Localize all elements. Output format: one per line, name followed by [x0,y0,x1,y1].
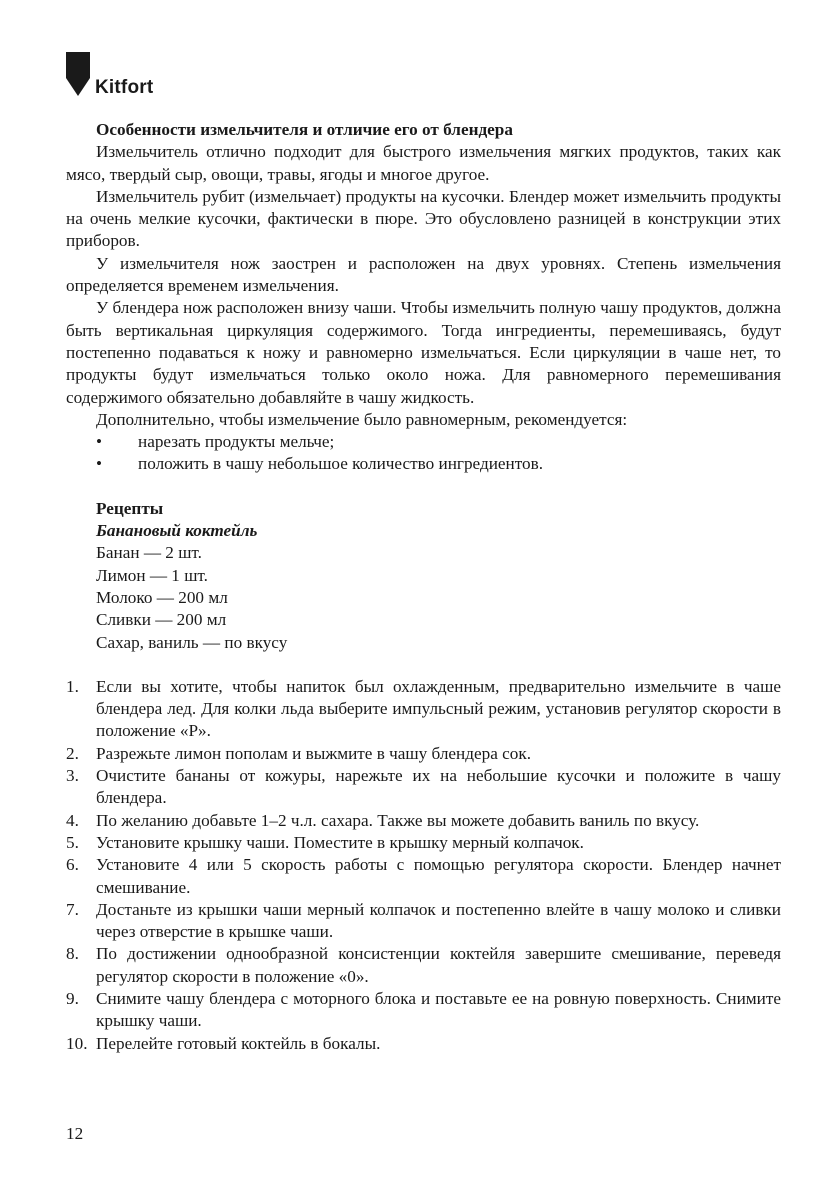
steps-list [66,676,781,1055]
bullet-item [66,453,781,475]
ingredient: Сливки — 200 мл [96,610,227,630]
step-text: Очистите бананы от кожуры, нарежьте их на небольшие кусочки и положите в чашу блендера. [96,766,781,808]
step-text: По достижении однообразной консистенции коктейля завершите смешивание, переведя регулятор скорости в положение «0». [96,944,781,986]
ingredient: Банан — 2 шт. [96,543,202,563]
paragraph: Измельчитель отлично подходит для быстрого измельчения мягких продуктов, таких как мясо, твердый сыр, овощи, травы, ягоды и многое другое. [66,142,781,184]
bullet-text: нарезать продукты мельче; [138,432,335,452]
step-item [66,988,781,1033]
step-item [66,810,781,832]
step-item [66,1033,781,1055]
page-number: 12 [66,1124,84,1143]
bullet-icon: • [96,432,103,452]
recipe-name: Банановый коктейль [96,521,258,541]
step-number: 7. [66,899,79,919]
step-text: Установите 4 или 5 скорость работы с помощью регулятора скорости. Блендер начнет смешивание. [96,855,781,897]
step-item [66,765,781,810]
page-content [66,119,781,1055]
section-title: Особенности измельчителя и отличие его от блендера [96,120,513,139]
step-text: Снимите чашу блендера с моторного блока и поставьте ее на ровную поверхность. Снимите крышку чаши. [96,988,781,1031]
recipes-title: Рецепты [96,498,164,518]
bullet-icon: • [96,454,103,474]
step-text: Если вы хотите, чтобы напиток был охлажденным, предварительно измельчите в чаше блендера лед. Для колки льда выберите импульсный режим, установив регулятор скорости в положение «P». [96,676,781,741]
kitfort-logo [66,52,166,98]
step-number: 5. [66,832,79,852]
bullet-text: положить в чашу небольшое количество ингредиентов. [138,454,544,474]
step-text: Разрежьте лимон пополам и выжмите в чашу блендера сок. [96,743,532,763]
step-number: 4. [66,810,79,830]
paragraph: У блендера нож расположен внизу чаши. Чтобы измельчить полную чашу продуктов, должна быть вертикальная циркуляция содержимого. Тогда ингредиенты, перемешиваясь, будут постепенно подаваться к ножу и равномерно измельчаться. Если циркуляции в чаше нет, то продукты будут измельчаться только около ножа. Для равномерного перемешивания содержимого обязательно добавляйте в чашу жидкость. [66,298,781,407]
step-text: Установите крышку чаши. Поместите в крышку мерный колпачок. [96,832,584,852]
paragraph: Измельчитель рубит (измельчает) продукты на кусочки. Блендер может измельчить продукты на очень мелкие кусочки, фактически в пюре. Это обусловлено разницей в конструкции этих приборов. [66,186,781,251]
paragraph: Дополнительно, чтобы измельчение было равномерным, рекомендуется: [96,409,628,429]
step-number: 10. [66,1033,88,1053]
paragraph: У измельчителя нож заострен и расположен на двух уровнях. Степень измельчения определяется временем измельчения. [66,253,781,296]
step-number: 9. [66,988,79,1008]
bullet-item [66,431,781,453]
kitfort-logo-icon [66,52,90,96]
step-text: По желанию добавьте 1–2 ч.л. сахара. Также вы можете добавить ваниль по вкусу. [96,810,700,830]
step-text: Перелейте готовый коктейль в бокалы. [96,1033,381,1053]
step-number: 6. [66,855,79,875]
step-number: 1. [66,676,79,696]
step-item [66,832,781,854]
step-item [66,899,781,944]
ingredient: Лимон — 1 шт. [96,565,208,585]
step-number: 8. [66,944,79,964]
step-item [66,743,781,765]
ingredient: Сахар, ваниль — по вкусу [96,632,288,652]
step-item [66,676,781,743]
step-number: 3. [66,766,79,786]
step-number: 2. [66,743,79,763]
brand-name: Kitfort [95,77,154,98]
ingredient: Молоко — 200 мл [96,587,228,607]
step-item [66,943,781,988]
step-item [66,854,781,899]
step-text: Достаньте из крышки чаши мерный колпачок и постепенно влейте в чашу молоко и сливки через отверстие в крышке чаши. [96,899,781,942]
